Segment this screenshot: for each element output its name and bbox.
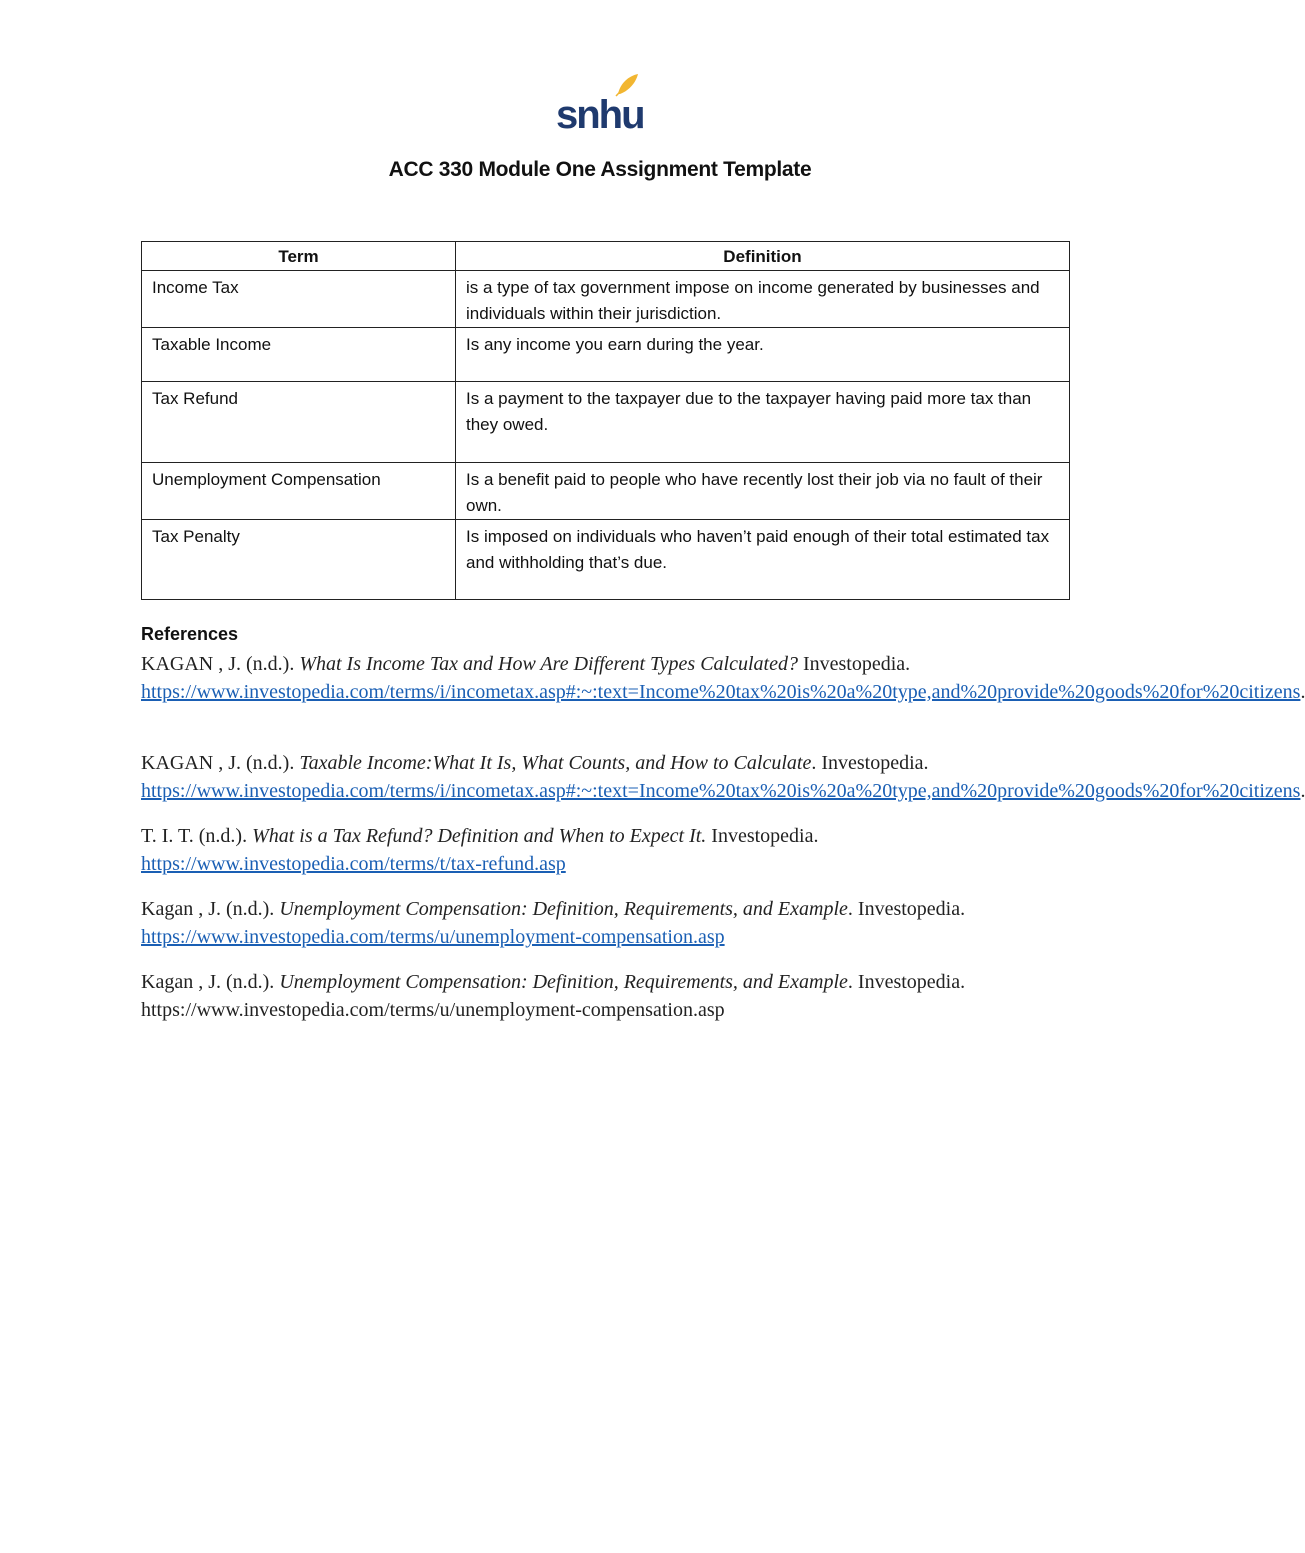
- definition-cell: Is a payment to the taxpayer due to the taxpayer having paid more tax than they owed.: [456, 382, 1070, 463]
- reference-author: KAGAN , J. (n.d.).: [141, 752, 300, 774]
- reference-item: [141, 650, 1305, 706]
- term-cell: Taxable Income: [142, 328, 456, 382]
- reference-publisher: Investopedia.: [706, 825, 819, 847]
- reference-title: Unemployment Compensation: Definition, Requirements, and Example: [279, 898, 848, 920]
- reference-item: [141, 968, 1061, 1024]
- reference-link[interactable]: https://www.investopedia.com/terms/i/incometax.asp#:~:text=Income%20tax%20is%20a%20type,and%20provide%20goods%20for%20citizens: [141, 780, 1301, 802]
- reference-title: Unemployment Compensation: Definition, Requirements, and Example: [279, 971, 848, 993]
- reference-author: Kagan , J. (n.d.).: [141, 971, 280, 993]
- logo-text: snhu: [556, 93, 644, 137]
- reference-author: T. I. T. (n.d.).: [141, 825, 253, 847]
- reference-title: What Is Income Tax and How Are Different Types Calculated?: [299, 653, 798, 675]
- reference-url-text: https://www.investopedia.com/terms/u/unemployment-compensation.asp: [141, 999, 725, 1021]
- definition-cell: Is a benefit paid to people who have recently lost their job via no fault of their own.: [456, 463, 1070, 520]
- term-cell: Tax Refund: [142, 382, 456, 463]
- reference-publisher: . Investopedia.: [847, 898, 966, 920]
- term-cell: Tax Penalty: [142, 520, 456, 600]
- snhu-logo: [556, 72, 646, 137]
- term-cell: Unemployment Compensation: [142, 463, 456, 520]
- reference-link[interactable]: https://www.investopedia.com/terms/u/unemployment-compensation.asp: [141, 926, 725, 948]
- references-section: [141, 620, 1305, 1024]
- reference-end: .: [1300, 780, 1305, 802]
- page-title: ACC 330 Module One Assignment Template: [388, 158, 812, 181]
- reference-item: [141, 895, 1061, 951]
- reference-publisher: . Investopedia.: [811, 752, 929, 774]
- reference-link[interactable]: https://www.investopedia.com/terms/i/incometax.asp#:~:text=Income%20tax%20is%20a%20type,and%20provide%20goods%20for%20citizens: [141, 681, 1301, 703]
- definition-cell: Is imposed on individuals who haven’t paid enough of their total estimated tax and withholding that’s due.: [456, 520, 1070, 600]
- references-heading: References: [141, 624, 239, 644]
- table-row: [142, 520, 1070, 600]
- terms-table: [141, 241, 1070, 600]
- reference-publisher: Investopedia.: [797, 653, 911, 675]
- column-header-definition: Definition: [456, 242, 1070, 271]
- table-row: [142, 463, 1070, 520]
- reference-link[interactable]: https://www.investopedia.com/terms/t/tax-refund.asp: [141, 853, 566, 875]
- table-header-row: [142, 242, 1070, 271]
- reference-author: KAGAN , J. (n.d.).: [141, 653, 300, 675]
- definition-cell: Is any income you earn during the year.: [456, 328, 1070, 382]
- reference-end: .: [1300, 681, 1305, 703]
- reference-author: Kagan , J. (n.d.).: [141, 898, 280, 920]
- reference-publisher: . Investopedia.: [847, 971, 966, 993]
- table-row: [142, 271, 1070, 328]
- column-header-term: Term: [142, 242, 456, 271]
- definition-cell: is a type of tax government impose on income generated by businesses and individuals within their jurisdiction.: [456, 271, 1070, 328]
- snhu-logo-graphic: [556, 72, 646, 137]
- reference-title: What is a Tax Refund? Definition and When to Expect It.: [252, 825, 707, 847]
- table-row: [142, 328, 1070, 382]
- reference-title: Taxable Income:What It Is, What Counts, and How to Calculate: [299, 752, 812, 774]
- reference-item: [141, 749, 1305, 805]
- term-cell: Income Tax: [142, 271, 456, 328]
- reference-item: [141, 822, 1061, 878]
- table-row: [142, 382, 1070, 463]
